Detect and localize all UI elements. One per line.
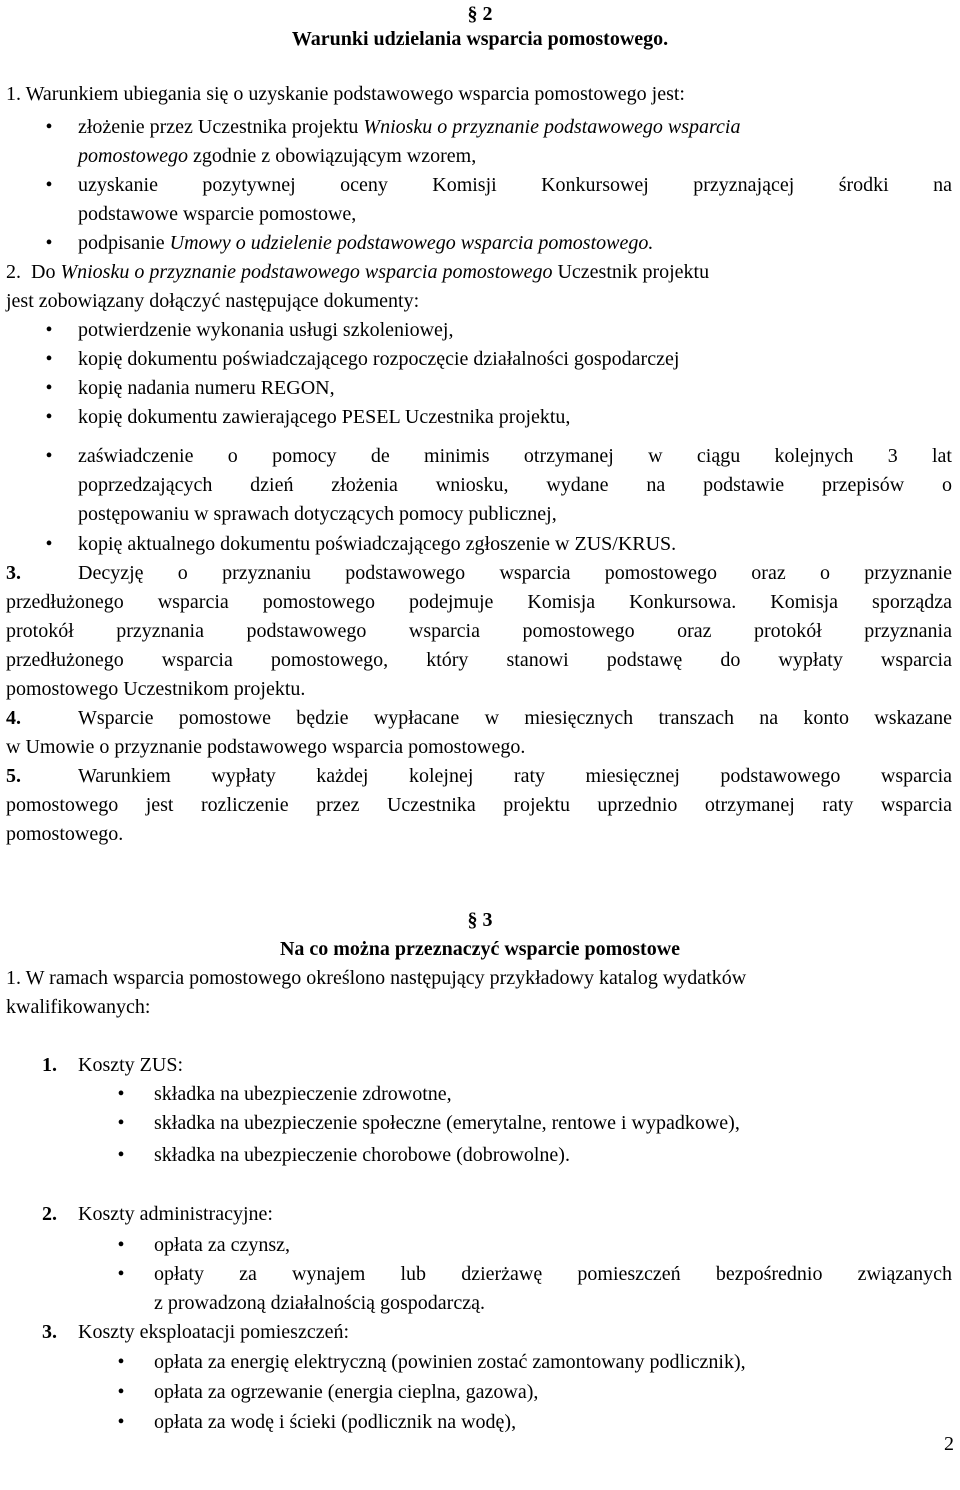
bullet-icon: • [45,232,53,254]
list-item-continuation: poprzedzających dzień złożenia wniosku, wydane na podstawie przepisów o [78,474,952,496]
list-item: składka na ubezpieczenie społeczne (emerytalne, rentowe i wypadkowe), [154,1112,740,1134]
list-item: opłata za czynsz, [154,1234,291,1256]
list-item [78,113,740,142]
paragraph-4-number: 4. [6,707,21,729]
bullet-icon: • [117,1234,125,1256]
list-item: zaświadczenie o pomocy de minimis otrzymanej w ciągu kolejnych 3 lat [78,445,952,467]
list-item-continuation: podstawowe wsparcie pomostowe, [78,203,357,225]
bullet-icon: • [45,319,53,341]
list-item: składka na ubezpieczenie chorobowe (dobrowolne). [154,1144,570,1166]
section-3-intro: kwalifikowanych: [6,996,151,1018]
list-item-continuation: z prowadzoną działalnością gospodarczą. [154,1292,485,1314]
list-item: potwierdzenie wykonania usługi szkoleniowej, [78,319,454,341]
list-item-italic: Wniosku o przyznanie podstawowego wsparcia [363,116,741,138]
list-item-continuation [78,142,476,171]
paragraph-4-line: Wsparcie pomostowe będzie wypłacane w miesięcznych transzach na konto wskazane [78,707,952,729]
paragraph-1 [6,80,685,109]
bullet-icon: • [117,1144,125,1166]
bullet-icon: • [117,1411,125,1433]
paragraph-5-number: 5. [6,765,21,787]
section-3-title: Na co można przeznaczyć wsparcie pomostowe [279,938,681,960]
paragraph-2 [6,258,952,287]
category-1-label: Koszty ZUS: [78,1054,183,1076]
category-1-number: 1. [42,1054,57,1076]
bullet-icon: • [45,377,53,399]
category-2-label: Koszty administracyjne: [78,1203,273,1225]
bullet-icon: • [117,1112,125,1134]
paragraph-5-line: pomostowego. [6,823,124,845]
category-2-number: 2. [42,1203,57,1225]
bullet-icon: • [45,533,53,555]
section-3-intro: 1. W ramach wsparcia pomostowego określono następujący przykładowy katalog wydatków [6,967,747,989]
list-item: kopię nadania numeru REGON, [78,377,335,399]
list-item-continuation: postępowaniu w sprawach dotyczących pomocy publicznej, [78,503,557,525]
section-2-title: Warunki udzielania wsparcia pomostowego. [291,28,669,50]
bullet-icon: • [45,116,53,138]
list-item: opłata za energię elektryczną (powinien zostać zamontowany podlicznik), [154,1351,746,1373]
paragraph-4-line: w Umowie o przyznanie podstawowego wsparcia pomostowego. [6,736,526,758]
list-item-text: zgodnie z obowiązującym wzorem, [188,145,477,167]
paragraph-3-line: pomostowego Uczestnikom projektu. [6,678,306,700]
paragraph-5-line: pomostowego jest rozliczenie przez Uczestnika projektu uprzednio otrzymanej raty wsparcia [6,794,952,816]
list-item-italic: pomostowego [78,145,188,167]
paragraph-3-number: 3. [6,562,21,584]
paragraph-3-line: przedłużonego wsparcia pomostowego, który stanowi podstawę do wypłaty wsparcia [6,649,952,671]
page-number: 2 [944,1433,954,1455]
bullet-icon: • [45,348,53,370]
bullet-icon: • [117,1381,125,1403]
category-3-label: Koszty eksploatacji pomieszczeń: [78,1321,350,1343]
bullet-icon: • [117,1083,125,1105]
bullet-icon: • [117,1351,125,1373]
bullet-icon: • [45,174,53,196]
category-3-number: 3. [42,1321,57,1343]
list-item: kopię dokumentu zawierającego PESEL Uczestnika projektu, [78,406,571,428]
bullet-icon: • [117,1263,125,1285]
list-item [78,229,653,258]
list-item: opłata za wodę i ścieki (podlicznik na wodę), [154,1411,517,1433]
paragraph-2-text: Do [31,261,61,283]
paragraph-3-line: protokół przyznania podstawowego wsparcia pomostowego oraz protokół przyznania [6,620,952,642]
list-item: uzyskanie pozytywnej oceny Komisji Konkursowej przyznającej środki na [78,174,952,196]
section-2-number: § 2 [467,3,493,25]
list-item: kopię aktualnego dokumentu poświadczającego zgłoszenie w ZUS/KRUS. [78,533,677,555]
paragraph-2-italic: Wniosku o przyznanie podstawowego wsparcia pomostowego [60,261,553,283]
paragraph-3-line: przedłużonego wsparcia pomostowego podejmuje Komisja Konkursowa. Komisja sporządza [6,591,952,613]
list-item: opłata za ogrzewanie (energia cieplna, gazowa), [154,1381,539,1403]
paragraph-1-text: Warunkiem ubiegania się o uzyskanie podstawowego wsparcia pomostowego jest: [25,83,685,105]
paragraph-3-line: Decyzję o przyznaniu podstawowego wsparcia pomostowego oraz o przyznanie [78,562,952,584]
paragraph-2-line: jest zobowiązany dołączyć następujące dokumenty: [6,290,420,312]
list-item-text: podpisanie [78,232,170,254]
section-3-number: § 3 [467,909,493,931]
bullet-icon: • [45,406,53,428]
paragraph-5-line: Warunkiem wypłaty każdej kolejnej raty miesięcznej podstawowego wsparcia [78,765,952,787]
list-item-text: złożenie przez Uczestnika projektu [78,116,364,138]
list-item: kopię dokumentu poświadczającego rozpoczęcie działalności gospodarczej [78,348,680,370]
list-item: składka na ubezpieczenie zdrowotne, [154,1083,452,1105]
paragraph-2-number: 2. [6,261,21,283]
paragraph-2-text: Uczestnik projektu [552,261,710,283]
bullet-icon: • [45,445,53,467]
list-item-italic: Umowy o udzielenie podstawowego wsparcia pomostowego. [169,232,654,254]
list-item: opłaty za wynajem lub dzierżawę pomieszczeń bezpośrednio związanych [154,1263,952,1285]
paragraph-1-number: 1. [6,83,21,105]
